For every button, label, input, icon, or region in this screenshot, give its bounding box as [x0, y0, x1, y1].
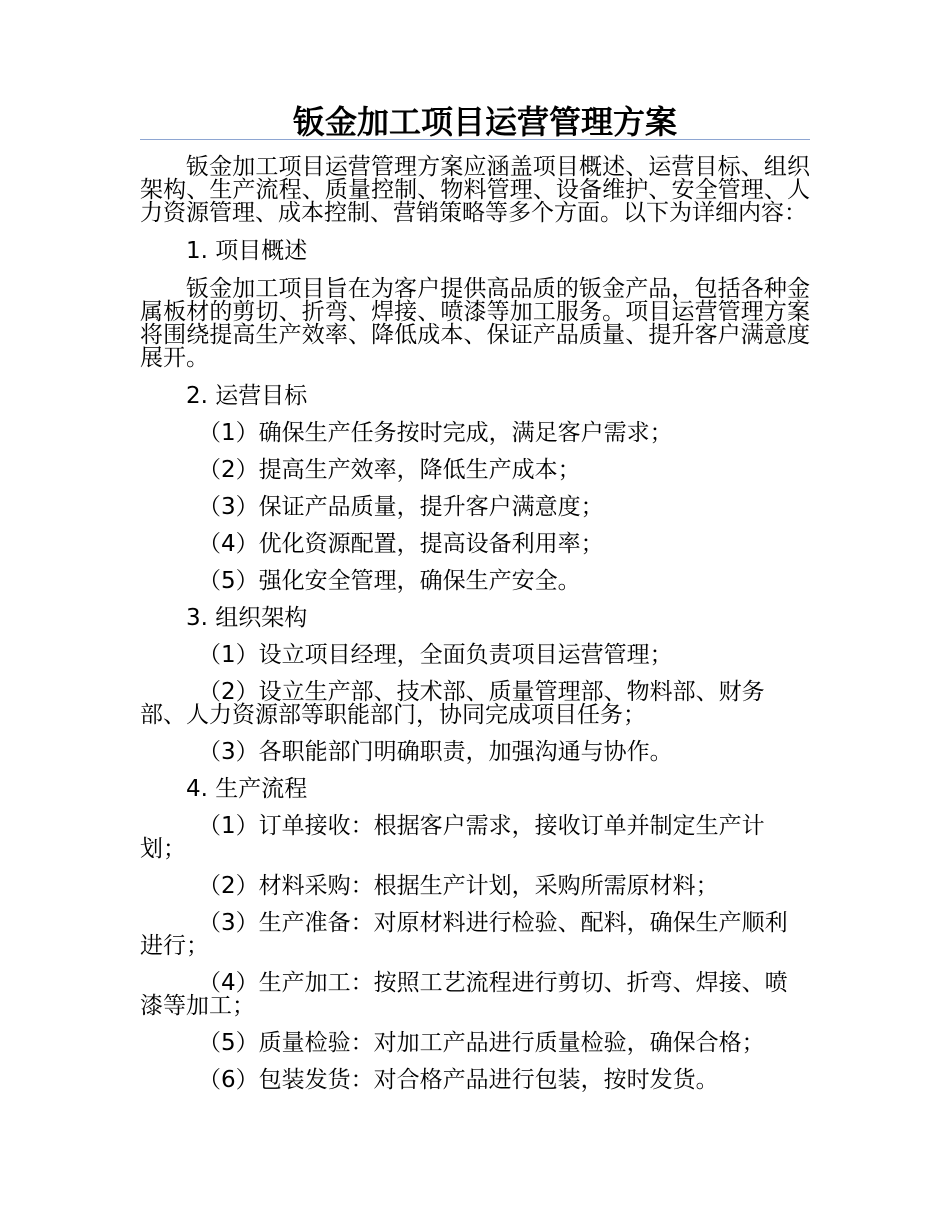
section-heading-organization: 3. 组织架构: [186, 605, 308, 631]
section-heading-goals: 2. 运营目标: [186, 383, 308, 409]
goal-item: （5）强化安全管理，确保生产安全。: [198, 568, 581, 594]
goal-item: （3）保证产品质量，提升客户满意度；: [198, 494, 604, 520]
section-heading-overview: 1. 项目概述: [186, 238, 308, 264]
organization-item: （2）设立生产部、技术部、质量管理部、物料部、财务部、人力资源部等职能部门，协同完成项目任务；: [140, 679, 765, 728]
production-item: （4）生产加工：按照工艺流程进行剪切、折弯、焊接、喷漆等加工；: [140, 970, 788, 1019]
production-item: （1）订单接收：根据客户需求，接收订单并制定生产计划；: [140, 813, 765, 862]
organization-item: （3）各职能部门明确职责，加强沟通与协作。: [198, 739, 673, 765]
title-underline: [140, 139, 810, 140]
goal-item: （2）提高生产效率，降低生产成本；: [198, 457, 581, 483]
production-item: （3）生产准备：对原材料进行检验、配料，确保生产顺利进行；: [140, 910, 788, 959]
goal-item: （1）确保生产任务按时完成，满足客户需求；: [198, 420, 673, 446]
intro-paragraph: 钣金加工项目运营管理方案应涵盖项目概述、运营目标、组织架构、生产流程、质量控制、物料管理、设备维护、安全管理、人力资源管理、成本控制、营销策略等多个方面。以下为详细内容：: [140, 154, 810, 226]
goal-item: （4）优化资源配置，提高设备利用率；: [198, 531, 604, 557]
section-heading-production: 4. 生产流程: [186, 776, 308, 802]
production-item: （5）质量检验：对加工产品进行质量检验，确保合格；: [198, 1030, 765, 1056]
production-item: （2）材料采购：根据生产计划，采购所需原材料；: [198, 873, 719, 899]
document-body: [140, 156, 810, 1099]
document-title: 钣金加工项目运营管理方案: [292, 103, 677, 141]
organization-item: （1）设立项目经理，全面负责项目运营管理；: [198, 642, 673, 668]
production-item: （6）包装发货：对合格产品进行包装，按时发货。: [198, 1067, 719, 1093]
overview-paragraph: 钣金加工项目旨在为客户提供高品质的钣金产品，包括各种金属板材的剪切、折弯、焊接、喷漆等加工服务。项目运营管理方案将围绕提高生产效率、降低成本、保证产品质量、提升客户满意度展开。: [140, 276, 810, 371]
